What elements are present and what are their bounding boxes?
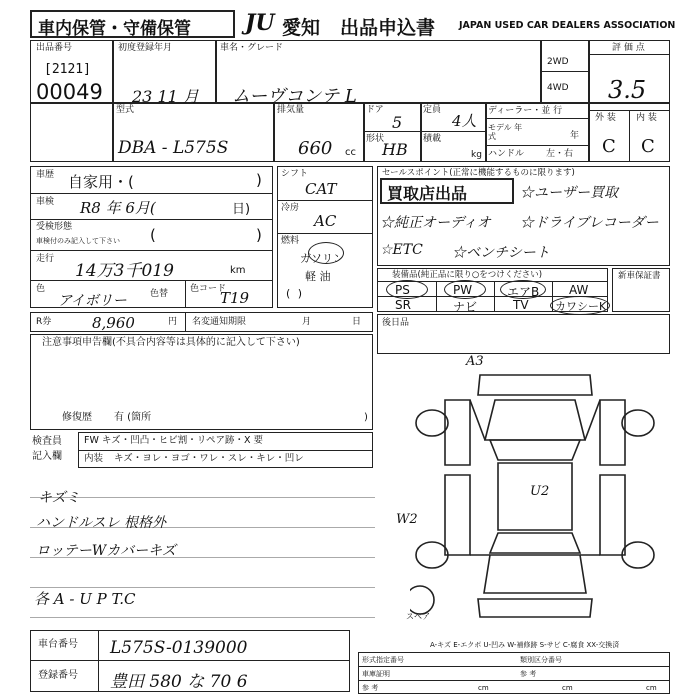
consumption-label: 名変通知期限: [192, 317, 247, 327]
fuel-gas-circle: [308, 242, 344, 264]
shape-value: HB: [382, 140, 408, 159]
spare-label: スペア: [406, 612, 430, 621]
recycle-unit: 円: [168, 317, 178, 327]
sale-point-4: ☆ETC: [380, 242, 423, 258]
legend-text: A-キズ E-エクボ U-凹み W-補修跡 S-サビ C-腐食 XX-交換済: [430, 641, 620, 649]
capacity-value: 4人: [452, 112, 477, 130]
color-code-label: 色コード: [190, 284, 227, 294]
damage-u2: U2: [530, 484, 550, 499]
equip-sr: SR: [395, 298, 411, 312]
lot-number-label: 出品番号: [36, 43, 73, 53]
color-label: 色: [36, 284, 46, 294]
note-line-2: ハンドルスレ 根格外: [36, 515, 167, 531]
type-label: 型式: [116, 105, 135, 115]
bottom-right-table: [358, 652, 670, 694]
damage-w2: W2: [396, 512, 418, 527]
interior-label: 内 装: [636, 113, 657, 123]
sale-point-5: ☆ベンチシート: [452, 245, 550, 261]
back-box: [377, 314, 670, 354]
association-name: JAPAN USED CAR DEALERS ASSOCIATION: [459, 20, 676, 31]
sale-point-2: ☆純正オーディオ: [380, 215, 491, 231]
warranty-label: 新車保証書: [618, 271, 661, 281]
year-suffix: 年: [570, 131, 580, 141]
equip-ps: PS: [395, 283, 410, 297]
recycle-label: R券: [36, 317, 52, 327]
history-value: 自家用・(: [68, 173, 134, 191]
equip-circle-pw: [444, 280, 486, 299]
inspector-row-1: FW キズ・凹凸・ヒビ割・リペア跡・X 要: [84, 435, 264, 446]
note-line-4: 各 A - U P T.C: [34, 590, 136, 608]
sale-point-3: ☆ドライブレコーダー: [520, 215, 659, 231]
cooling-label: 冷房: [281, 203, 300, 213]
exterior-value: C: [602, 136, 616, 157]
spare-tire: [410, 586, 434, 614]
shift-label: シフト: [281, 169, 309, 179]
equip-tv: TV: [513, 298, 529, 312]
mileage-value: 14万3千019: [75, 261, 174, 281]
lot-code: [2121]: [44, 62, 91, 77]
fuel-label: 燃料: [281, 236, 300, 246]
sale-point-1: ☆ユーザー買取: [520, 185, 618, 201]
doors-label: ドア: [366, 105, 384, 115]
acceptance-label: 受検形態: [36, 222, 73, 232]
history-paren-close: ): [256, 171, 262, 189]
garage-cert-label: 車庫証明: [362, 670, 390, 678]
class-number-label: 類別区分番号: [520, 656, 562, 664]
model-name-label: 車名・グレード: [220, 43, 284, 53]
color-change-label: 色替: [150, 289, 169, 299]
registration-label: 登録番号: [38, 670, 78, 681]
drive-2wd: 2WD: [547, 57, 569, 67]
shift-value: CAT: [305, 180, 337, 198]
damage-a3: A3: [466, 354, 484, 369]
shape-label: 形状: [366, 134, 385, 144]
inspection-day-suffix: 日): [232, 202, 251, 217]
fuel-gas: ガソリン: [300, 252, 344, 265]
windshield: [490, 440, 580, 460]
rear-body: [478, 599, 592, 617]
notes-label: 注意事項申告欄(不具合内容等は具体的に記入して下さい): [42, 337, 300, 348]
equipment-label: 装備品(純正品に限り○をつけください): [392, 270, 543, 280]
registration-value: 豊田 580 な 70 6: [110, 672, 248, 692]
note-line-1: キズミ: [38, 490, 80, 506]
ju-logo: JU: [245, 10, 275, 36]
inspector-label-2: 記入欄: [32, 451, 62, 462]
type-value: DBA - L575S: [118, 138, 229, 158]
sale-points-label: セールスポイント(正常に機能するものに限ります): [382, 168, 575, 178]
load-label: 積載: [423, 134, 442, 144]
load-unit: kg: [471, 150, 482, 160]
car-diagram: [410, 355, 670, 655]
inspection-value: R8 年 6月(: [80, 199, 156, 217]
repair-label: 修復歴: [62, 412, 92, 423]
repair-value: 有 (箇所: [114, 412, 152, 423]
wheel-rr: [622, 542, 654, 568]
wheel-rl: [416, 542, 448, 568]
inspection-label: 車検: [36, 197, 55, 207]
equip-key: カワシーK: [555, 300, 607, 313]
acceptance-paren-open: (: [150, 226, 156, 244]
hood: [485, 400, 585, 440]
handle-label: ハンドル: [488, 149, 525, 159]
cooling-value: AC: [314, 212, 337, 230]
form-title: 出品申込書: [340, 17, 436, 39]
equip-circle-key: [550, 296, 610, 315]
displacement-label: 排気量: [277, 105, 305, 115]
wheel-fr: [622, 410, 654, 436]
doors-value: 5: [392, 113, 403, 132]
history-label: 車歴: [36, 170, 55, 180]
fuel-diesel: 軽 油: [305, 270, 331, 283]
color-code-value: T19: [220, 289, 250, 307]
interior-value: C: [641, 136, 655, 157]
spec-number-label: 形式指定番号: [362, 656, 404, 664]
org-name: 愛知: [282, 17, 321, 39]
first-reg-value: 23 11 月: [132, 87, 199, 106]
cm-unit-2: cm: [562, 684, 573, 692]
trunk: [484, 555, 586, 593]
wheel-fl: [416, 410, 448, 436]
equip-airbag: エアB: [507, 285, 540, 299]
equip-circle-airbag: [500, 280, 546, 299]
score-label: 評 価 点: [612, 43, 645, 53]
model-name-value: ムーヴコンテ L: [232, 86, 357, 107]
fuel-paren: ( ): [286, 287, 305, 300]
acceptance-paren-close: ): [256, 226, 262, 244]
chassis-label: 車台番号: [38, 639, 78, 650]
equip-navi: ナビ: [453, 300, 478, 314]
note-line-3: ロッテーWカバーキズ: [36, 543, 176, 559]
dealer-label: ディーラー・並 行: [488, 106, 563, 116]
recycle-month: 月: [302, 317, 312, 327]
displacement-unit: cc: [345, 147, 356, 158]
mileage-label: 走行: [36, 254, 55, 264]
recycle-day: 日: [352, 317, 362, 327]
exterior-label: 外 装: [595, 113, 616, 123]
drive-4wd: 4WD: [547, 83, 569, 93]
recycle-value: 8,960: [92, 314, 135, 332]
cm-unit-1: cm: [478, 684, 489, 692]
repair-close: ): [364, 412, 368, 423]
cm-unit-3: cm: [646, 684, 657, 692]
capacity-label: 定員: [423, 105, 442, 115]
reference-label-2: 参 考: [362, 684, 379, 692]
inspector-label-1: 検査員: [32, 436, 62, 447]
reference-label-1: 参 考: [520, 670, 537, 678]
model-year-label: モデル 年式: [488, 123, 523, 141]
front-body: [478, 375, 592, 395]
inspector-row-2: キズ・ヨレ・ヨゴ・ワレ・スレ・キレ・凹レ: [114, 453, 304, 464]
equip-pw: PW: [453, 283, 473, 297]
handle-options: 左・右: [546, 149, 574, 159]
first-reg-label: 初度登録年月: [118, 43, 173, 53]
acceptance-note: 車検付のみ記入して下さい: [36, 237, 120, 245]
chassis-value: L575S-0139000: [110, 638, 248, 658]
displacement-value: 660: [298, 138, 333, 159]
inspector-interior-label: 内装: [84, 453, 104, 464]
equip-circle-ps: [386, 280, 428, 299]
storage-label: 車内保管・守備保管: [38, 19, 191, 39]
rear-window: [490, 533, 580, 553]
lot-number: 00049: [36, 80, 103, 104]
back-label: 後日品: [382, 318, 410, 328]
equip-aw: AW: [569, 283, 589, 297]
buyer-tag: 買取店出品: [387, 184, 468, 203]
mileage-unit: km: [230, 265, 246, 276]
score-value: 3.5: [608, 76, 647, 104]
color-value: アイボリー: [58, 293, 127, 309]
